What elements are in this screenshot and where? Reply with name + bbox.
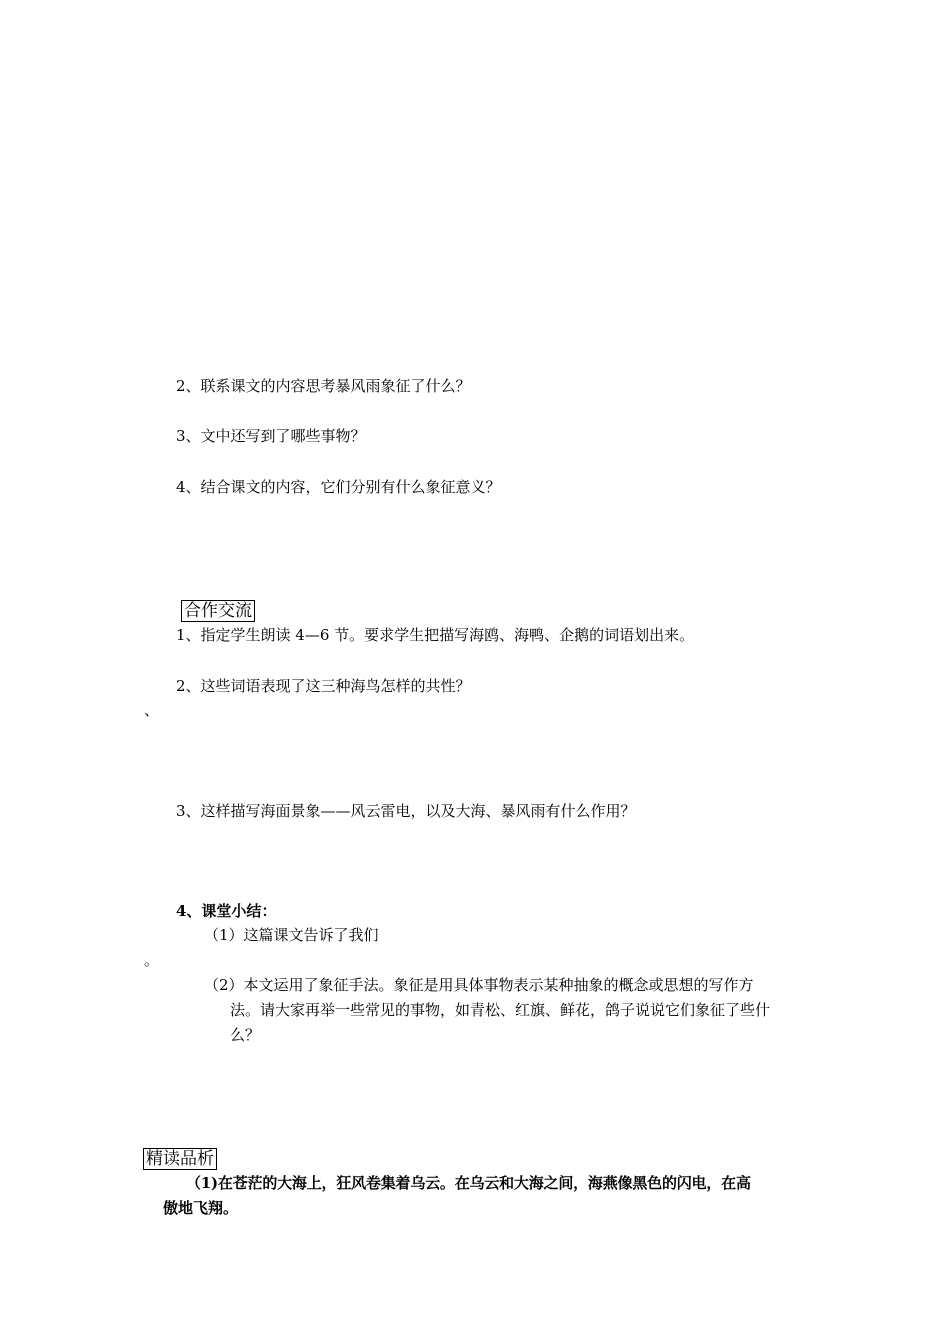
question-4: 4、结合课文的内容，它们分别有什么象征意义？ [176,478,501,496]
summary-point-1: （1）这篇课文告诉了我们 [204,926,379,944]
summary-point-2-line-3: 么？ [230,1026,261,1044]
question-2: 2、联系课文的内容思考暴风雨象征了什么？ [176,377,471,395]
close-reading-heading: 精读品析 [143,1148,217,1170]
cooperation-item-1: 1、指定学生朗读 4—6 节。要求学生把描写海鸥、海鸭、企鹅的词语划出来。 [176,626,695,644]
cooperation-item-3: 3、这样描写海面景象——风云雷电，以及大海、暴风雨有什么作用？ [176,802,636,820]
summary-title: 4、课堂小结： [176,902,277,920]
summary-end-mark: 。 [144,951,160,969]
summary-point-2-line-2: 法。请大家再举一些常见的事物，如青松、红旗、鲜花，鸽子说说它们象征了些什 [230,1001,771,1019]
cooperation-heading: 合作交流 [181,600,255,622]
summary-point-2-line-1: （2）本文运用了象征手法。象征是用具体事物表示某种抽象的概念或思想的写作方 [204,976,754,994]
cooperation-item-2: 2、这些词语表现了这三种海鸟怎样的共性？ [176,677,471,695]
stray-mark: 、 [144,701,160,719]
close-reading-para-1-line-1: （1)在苍茫的大海上，狂风卷集着乌云。在乌云和大海之间，海燕像黑色的闪电，在高 [186,1174,751,1192]
question-3: 3、文中还写到了哪些事物？ [176,427,366,445]
close-reading-para-1-line-2: 傲地飞翔。 [163,1199,239,1217]
